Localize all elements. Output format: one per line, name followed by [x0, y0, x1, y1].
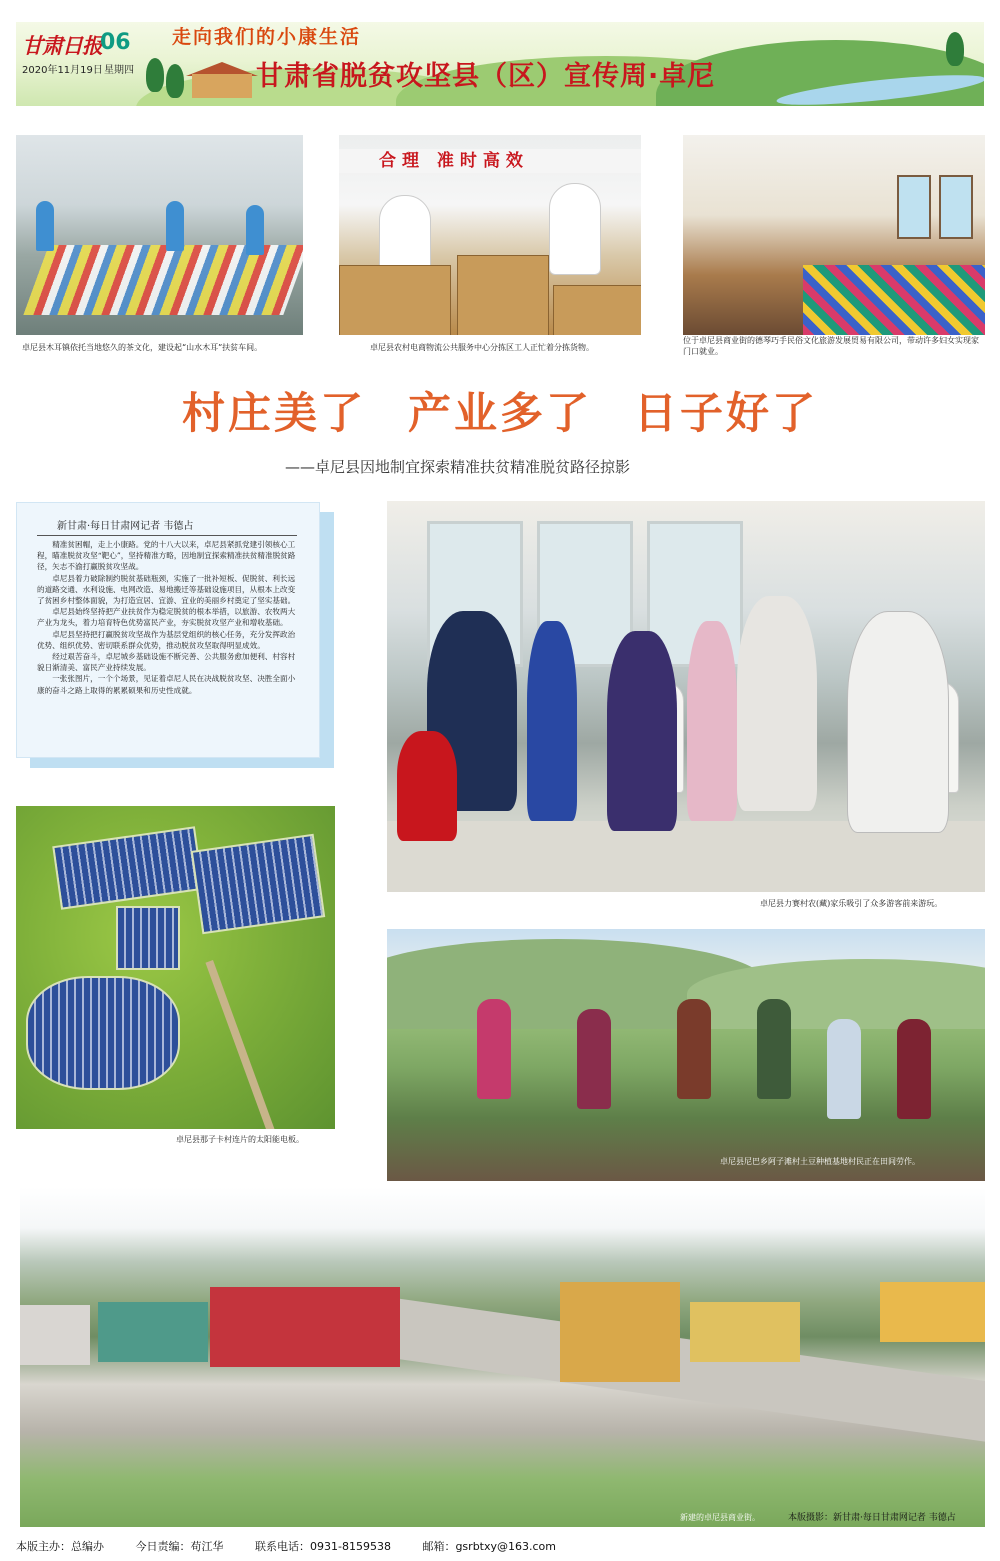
house-decoration	[192, 74, 252, 98]
building	[690, 1302, 800, 1362]
building	[560, 1282, 680, 1382]
photo-handicraft-shop	[683, 135, 985, 335]
child-figure	[687, 621, 737, 821]
cardboard-box	[339, 265, 451, 335]
cardboard-box	[553, 285, 641, 335]
worker-figure	[827, 1019, 861, 1119]
article-box	[16, 502, 320, 758]
worker-figure	[897, 1019, 931, 1119]
newspaper-logo: 甘肃日报	[22, 33, 102, 58]
footer-host: 本版主办：总编办	[16, 1540, 104, 1553]
banner-title: 甘肃省脱贫攻坚县（区）宣传周·卓尼	[256, 61, 716, 92]
worker-figure	[677, 999, 711, 1099]
series-title: 走向我们的小康生活	[172, 26, 362, 48]
divider	[37, 535, 297, 536]
embroidered-goods	[803, 265, 985, 335]
worker-figure	[36, 201, 54, 251]
photo-logistics-center	[339, 135, 641, 335]
person-figure	[607, 631, 677, 831]
photo-caption: 卓尼县农村电商物流公共服务中心分拣区工人正忙着分拣货物。	[370, 343, 594, 352]
byline: 新甘肃·每日甘肃网记者 韦德占	[57, 521, 194, 532]
wall-picture	[939, 175, 973, 239]
photo-solar-panels	[16, 806, 335, 1129]
worker-figure	[577, 1009, 611, 1109]
footer-phone: 联系电话：0931-8159538	[255, 1540, 391, 1553]
person-figure	[737, 596, 817, 811]
solar-panel-array	[52, 826, 204, 909]
dirt-path	[205, 960, 274, 1129]
building	[880, 1282, 985, 1342]
building	[20, 1305, 90, 1365]
page-number: 06	[100, 30, 131, 55]
photo-caption: 新建的卓尼县商业街。	[680, 1513, 760, 1522]
article-paragraph: 精准贫困帽，走上小康路。党的十八大以来，卓尼县紧抓党建引领核心工程，瞄准脱贫攻坚“靶心”，坚持精准方略，因地制宜探索精准扶贫精准脱贫路径，矢志不渝打赢脱贫攻坚战。	[37, 540, 296, 572]
photo-guesthouse-visitors	[387, 501, 985, 892]
worker-figure	[757, 999, 791, 1099]
tree-icon	[946, 32, 964, 66]
issue-date: 2020年11月19日	[22, 65, 103, 76]
cardboard-box	[457, 255, 549, 335]
main-headline: 村庄美了 产业多了 日子好了	[182, 389, 818, 439]
article-paragraph: 卓尼县坚持把打赢脱贫攻坚战作为基层党组织的核心任务，充分发挥政治优势、组织优势、密切联系群众优势，推动脱贫攻坚取得明显成效。	[37, 629, 296, 650]
photo-caption: 卓尼县木耳镇依托当地悠久的茶文化，建设起“山水木耳”扶贫车间。	[22, 343, 263, 352]
building	[210, 1287, 400, 1367]
child-figure	[527, 621, 577, 821]
photo-credit: 本版摄影：新甘肃·每日甘肃网记者 韦德占	[788, 1513, 956, 1523]
photo-caption: 卓尼县那子卡村连片的太阳能电板。	[176, 1135, 304, 1144]
page-footer	[16, 1538, 984, 1554]
box-shadow	[318, 512, 334, 766]
photo-field-workers	[387, 929, 985, 1181]
article-paragraph: 卓尼县始终坚持把产业扶贫作为稳定脱贫的根本举措，以旅游、农牧两大产业为龙头，着力培育特色优势富民产业，夯实脱贫攻坚产业和增收基础。	[37, 607, 296, 628]
wall-picture	[897, 175, 931, 239]
article-paragraph: 经过艰苦奋斗，卓尼城乡基础设施不断完善、公共服务愈加便利、村容村貌日渐清美、富民产业持续发展。	[37, 652, 296, 673]
photo-caption: 卓尼县尼巴乡阿子滩村土豆种植基地村民正在田间劳作。	[720, 1157, 920, 1166]
child-figure	[397, 731, 457, 841]
wall-slogan: 合理 准时高效	[339, 149, 641, 173]
photo-caption: 卓尼县力赛村农(藏)家乐吸引了众多游客前来游玩。	[760, 899, 943, 908]
solar-panel-array	[116, 906, 180, 970]
sub-headline: ——卓尼县因地制宜探索精准扶贫精准脱贫路径掠影	[285, 458, 631, 476]
footer-editor: 今日责编：苟江华	[135, 1540, 224, 1553]
article-paragraph: 一张张图片，一个个场景，见证着卓尼人民在决战脱贫攻坚、决胜全面小康的奋斗之路上取得的累累硕果和历史性成就。	[37, 674, 296, 695]
tree-icon	[166, 64, 184, 98]
solar-panel-array	[26, 976, 180, 1090]
photo-caption: 位于卓尼县商业街的德琴巧手民俗文化旅游发展贸易有限公司，带动许多妇女实现家门口就业。	[683, 336, 979, 356]
issue-weekday: 星期四	[104, 65, 134, 76]
article-body	[37, 539, 301, 696]
photo-town-panorama	[20, 1187, 985, 1527]
worker-figure	[246, 205, 264, 255]
footer-email: 邮箱：gsrbtxy@163.com	[422, 1540, 556, 1553]
article-paragraph: 卓尼县着力破除制约脱贫基础瓶颈，实施了一批补短板、促脱贫、利长远的道路交通、水利设施、电网改造、易地搬迁等基础设施项目，从根本上改变了贫困乡村整体面貌，为打造宜居、宜游、宜业的美丽乡村奠定了坚实基础。	[37, 573, 296, 606]
tree-icon	[146, 58, 164, 92]
worker-figure	[166, 201, 184, 251]
worker-figure	[477, 999, 511, 1099]
solar-panel-array	[191, 834, 325, 934]
person-figure	[847, 611, 949, 833]
photo-tea-workshop	[16, 135, 303, 335]
building	[98, 1302, 208, 1362]
tea-packages	[23, 245, 303, 315]
worker-figure	[549, 183, 601, 275]
